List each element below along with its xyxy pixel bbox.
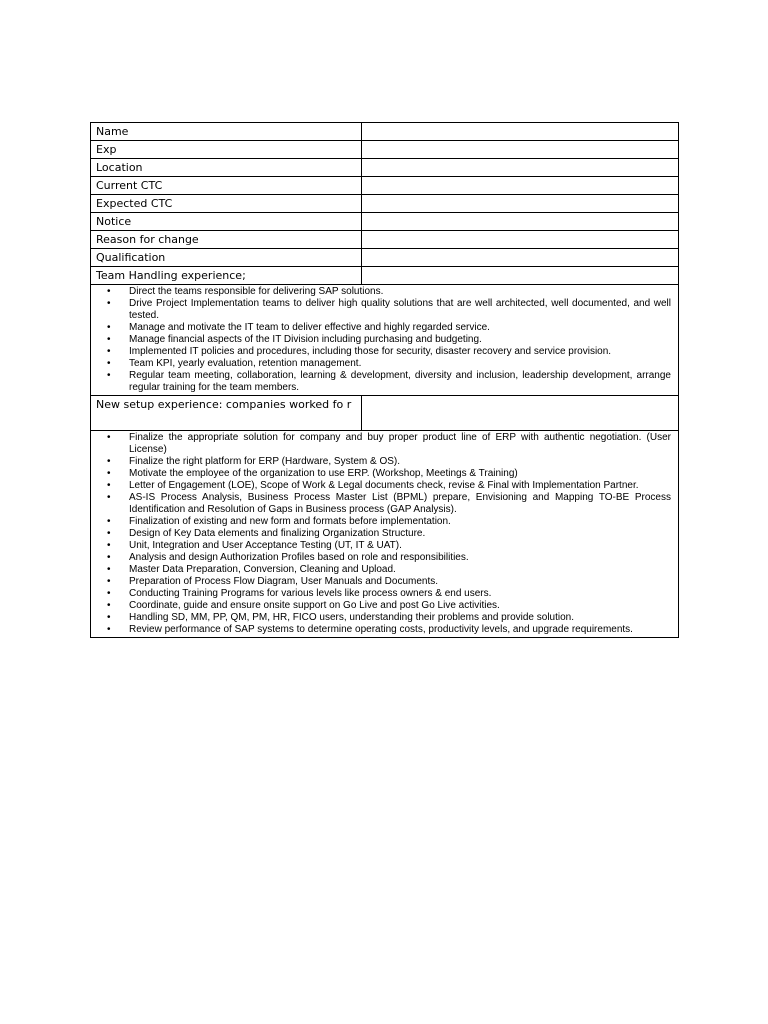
list-item: • Conducting Training Programs for various levels like process owners & end users. [103, 588, 671, 600]
new-setup-list [103, 432, 671, 636]
list-item: • Motivate the employee of the organization to use ERP. (Workshop, Meetings & Training) [103, 468, 671, 480]
list-item: • Master Data Preparation, Conversion, Cleaning and Upload. [103, 564, 671, 576]
list-item: • Implemented IT policies and procedures, including those for security, disaster recovery and service provision. [103, 346, 671, 358]
value-notice[interactable] [362, 213, 679, 231]
value-reason-for-change[interactable] [362, 231, 679, 249]
value-location[interactable] [362, 159, 679, 177]
list-item: • Manage financial aspects of the IT Division including purchasing and budgeting. [103, 334, 671, 346]
row-notice [91, 213, 679, 231]
label-team-handling: Team Handling experience; [91, 267, 362, 285]
row-expected-ctc [91, 195, 679, 213]
list-item: • Team KPI, yearly evaluation, retention management. [103, 358, 671, 370]
list-item: • Analysis and design Authorization Profiles based on role and responsibilities. [103, 552, 671, 564]
value-current-ctc[interactable] [362, 177, 679, 195]
label-notice: Notice [91, 213, 362, 231]
row-qualification [91, 249, 679, 267]
row-current-ctc [91, 177, 679, 195]
value-expected-ctc[interactable] [362, 195, 679, 213]
list-item: • Review performance of SAP systems to determine operating costs, productivity levels, and upgrade requirements. [103, 624, 671, 636]
list-item: • Finalize the appropriate solution for company and buy proper product line of ERP with authentic negotiation. (User License) [103, 432, 671, 456]
list-item: • Design of Key Data elements and finalizing Organization Structure. [103, 528, 671, 540]
list-item: • Unit, Integration and User Acceptance Testing (UT, IT & UAT). [103, 540, 671, 552]
list-item: • Manage and motivate the IT team to deliver effective and highly regarded service. [103, 322, 671, 334]
team-handling-list [103, 286, 671, 394]
list-item: • Coordinate, guide and ensure onsite support on Go Live and post Go Live activities. [103, 600, 671, 612]
list-item: • Drive Project Implementation teams to deliver high quality solutions that are well architected, well documented, and well tested. [103, 298, 671, 322]
label-qualification: Qualification [91, 249, 362, 267]
value-qualification[interactable] [362, 249, 679, 267]
label-new-setup: New setup experience: companies worked fo r [91, 396, 362, 431]
list-item: • Regular team meeting, collaboration, learning & development, diversity and inclusion, leadership development, arrange regular training for the team members. [103, 370, 671, 394]
list-item: • Direct the teams responsible for delivering SAP solutions. [103, 286, 671, 298]
row-exp [91, 141, 679, 159]
row-team-handling [91, 267, 679, 285]
list-item: • Finalization of existing and new form and formats before implementation. [103, 516, 671, 528]
value-name[interactable] [362, 123, 679, 141]
label-current-ctc: Current CTC [91, 177, 362, 195]
label-reason-for-change: Reason for change [91, 231, 362, 249]
list-item: • Letter of Engagement (LOE), Scope of Work & Legal documents check, revise & Final with Implementation Partner. [103, 480, 671, 492]
new-setup-details [91, 431, 679, 638]
list-item: • Handling SD, MM, PP, QM, PM, HR, FICO users, understanding their problems and provide solution. [103, 612, 671, 624]
label-exp: Exp [91, 141, 362, 159]
label-expected-ctc: Expected CTC [91, 195, 362, 213]
list-item: • Finalize the right platform for ERP (Hardware, System & OS). [103, 456, 671, 468]
label-name: Name [91, 123, 362, 141]
row-team-handling-details [91, 285, 679, 396]
list-item: • Preparation of Process Flow Diagram, User Manuals and Documents. [103, 576, 671, 588]
label-location: Location [91, 159, 362, 177]
row-reason-for-change [91, 231, 679, 249]
row-name [91, 123, 679, 141]
team-handling-details [91, 285, 679, 396]
value-exp[interactable] [362, 141, 679, 159]
list-item: • AS-IS Process Analysis, Business Process Master List (BPML) prepare, Envisioning and Mapping TO-BE Process Identification and Resolution of Gaps in Business process (GAP Analysis). [103, 492, 671, 516]
value-team-handling[interactable] [362, 267, 679, 285]
row-new-setup-details [91, 431, 679, 638]
candidate-form-table [90, 122, 679, 638]
row-new-setup [91, 396, 679, 431]
value-new-setup[interactable] [362, 396, 679, 431]
row-location [91, 159, 679, 177]
